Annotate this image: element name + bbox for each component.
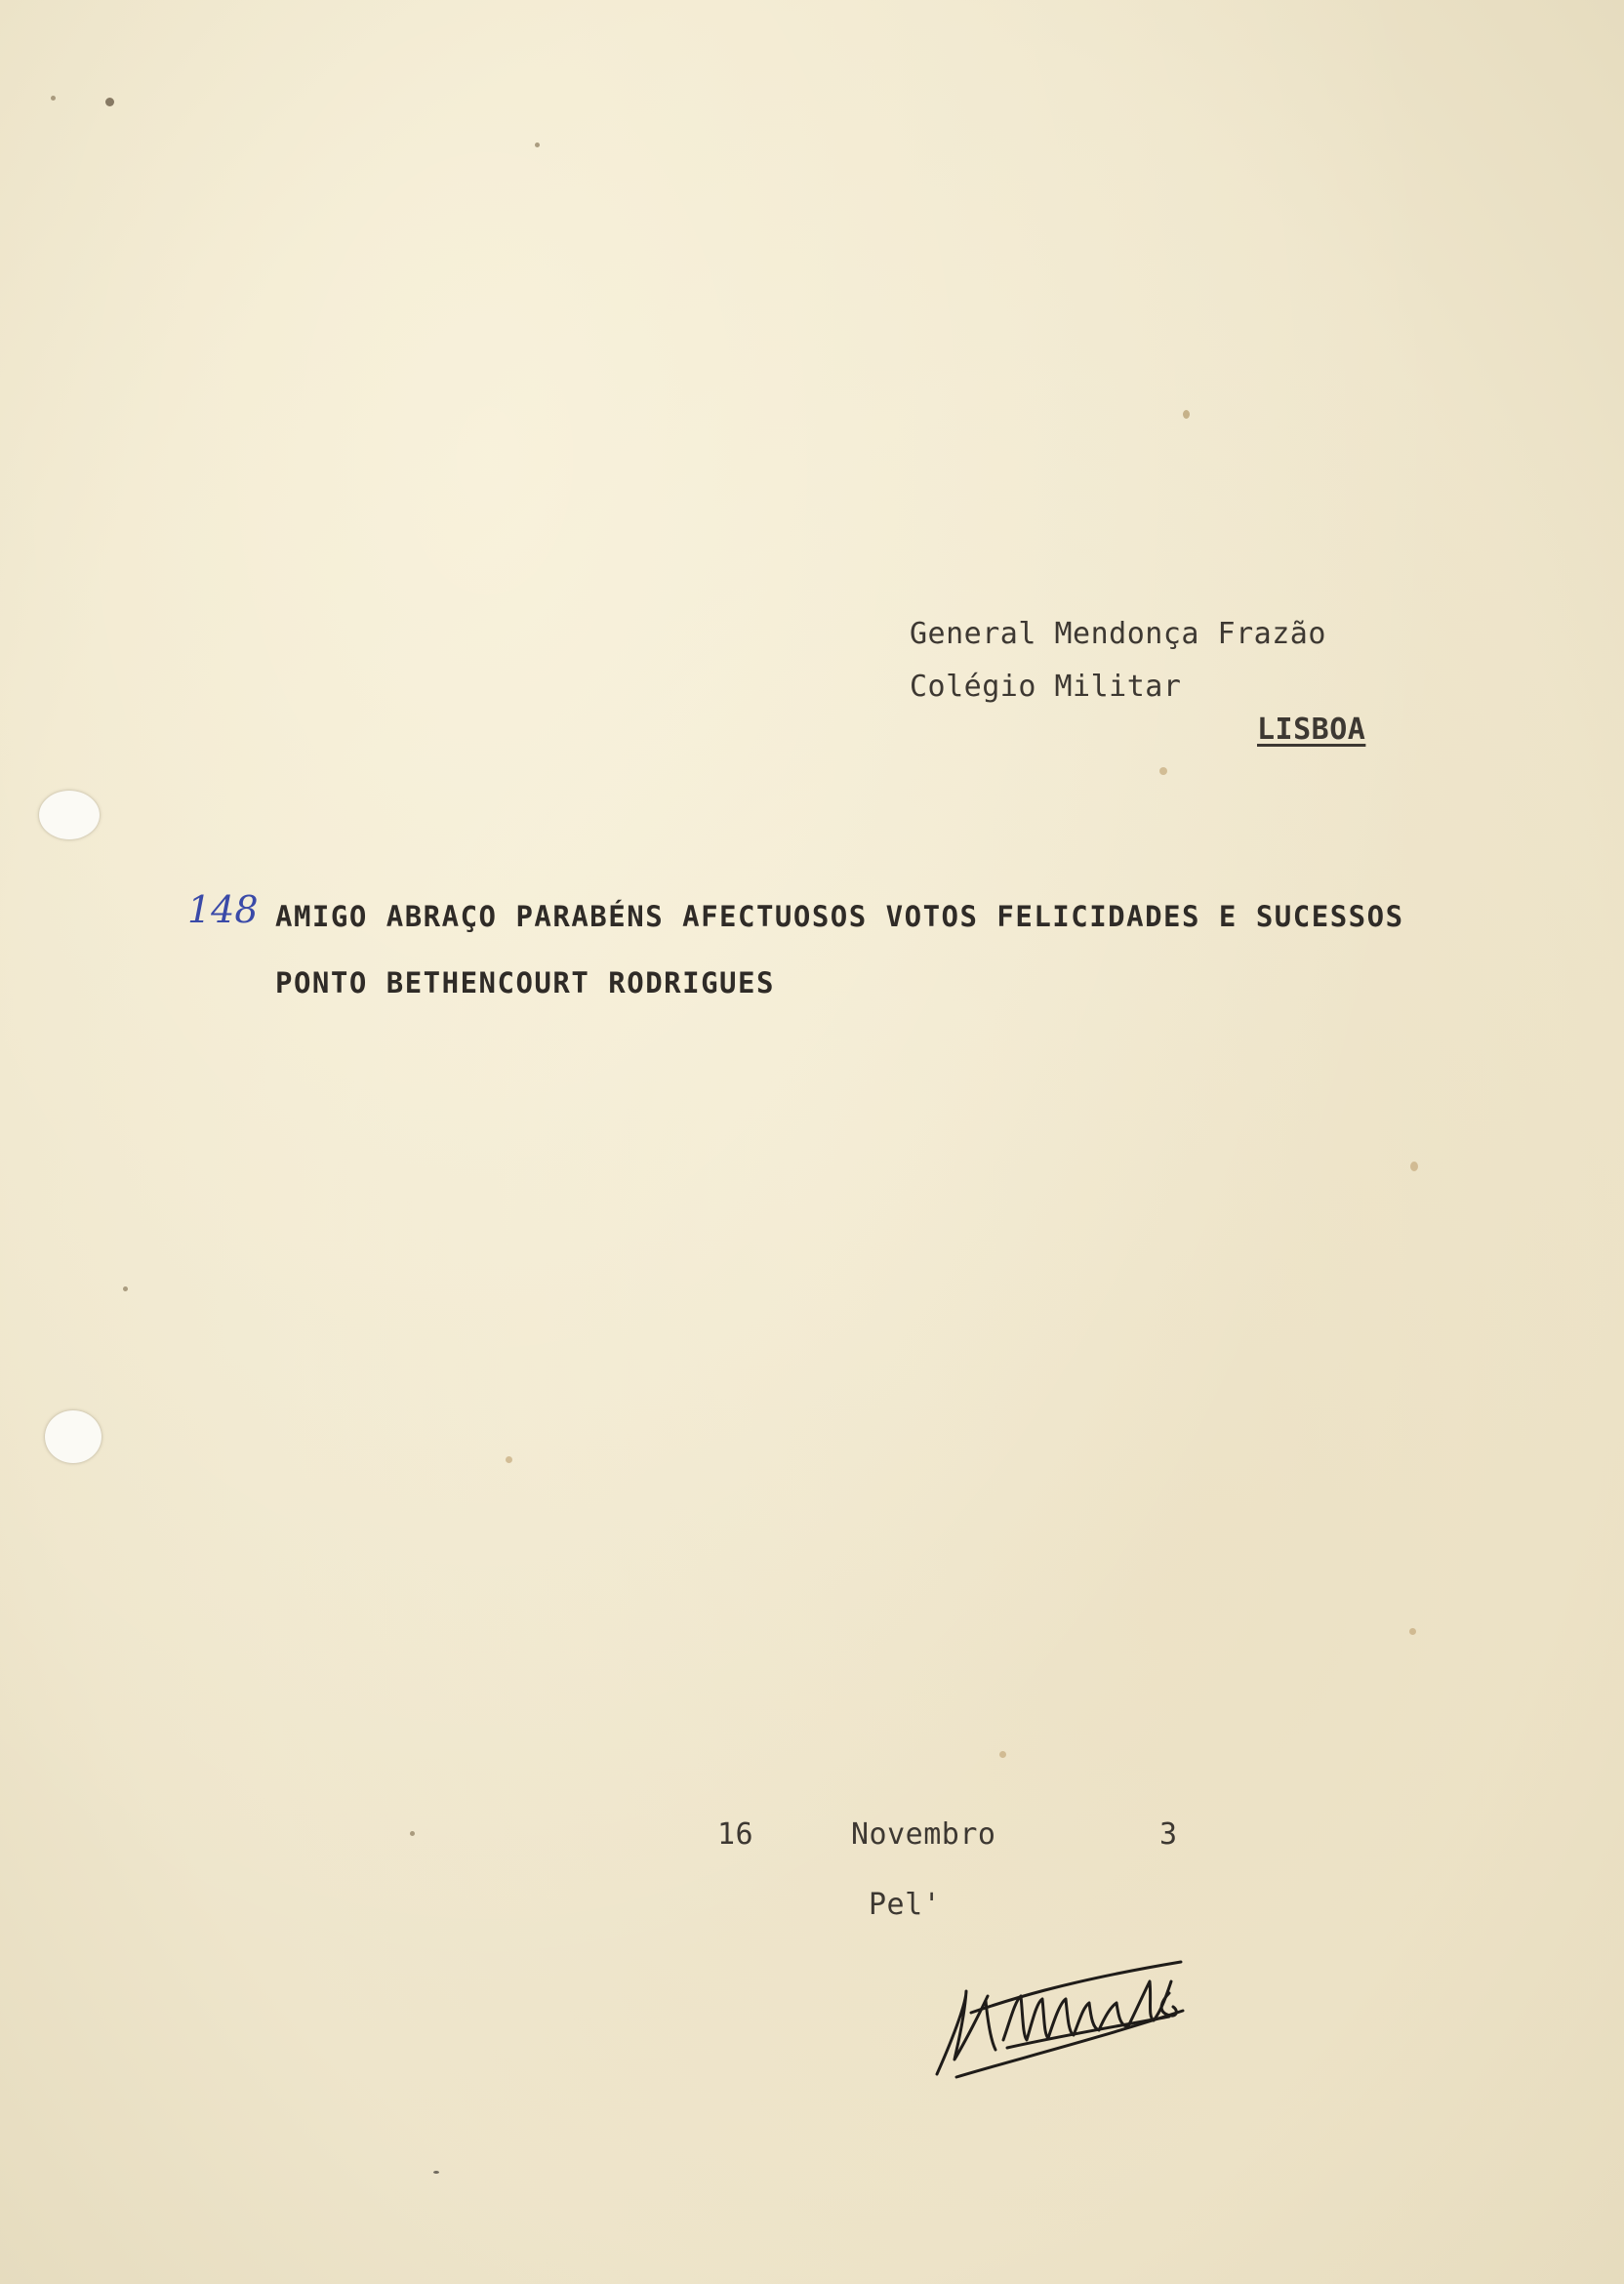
paper-speck [410, 1831, 415, 1836]
paper-speck [506, 1456, 512, 1463]
per-procuration: Pel' [869, 1888, 942, 1922]
date-year: 3 [1159, 1817, 1178, 1852]
message-line-1: AMIGO ABRAÇO PARABÉNS AFECTUOSOS VOTOS FELICIDADES E SUCESSOS [275, 900, 1404, 933]
paper-speck [1410, 1162, 1418, 1171]
paper-speck [433, 2171, 439, 2174]
paper-speck [1159, 767, 1167, 775]
punch-hole-bottom [45, 1410, 102, 1463]
margin-number-note: 148 [187, 888, 259, 931]
paper-speck [105, 98, 114, 106]
recipient-institution: Colégio Militar [910, 670, 1182, 704]
paper-speck [1409, 1628, 1416, 1635]
paper-speck [1183, 410, 1190, 419]
date-month: Novembro [851, 1817, 996, 1852]
paper-speck [999, 1751, 1006, 1758]
message-line-2: PONTO BETHENCOURT RODRIGUES [275, 966, 775, 999]
paper-speck [123, 1286, 128, 1291]
date-day: 16 [717, 1817, 754, 1852]
recipient-name: General Mendonça Frazão [910, 617, 1326, 651]
paper-speck [51, 96, 56, 101]
punch-hole-top [39, 791, 100, 839]
paper-speck [535, 143, 540, 147]
recipient-city: LISBOA [1257, 713, 1366, 747]
handwritten-signature [927, 1942, 1210, 2089]
